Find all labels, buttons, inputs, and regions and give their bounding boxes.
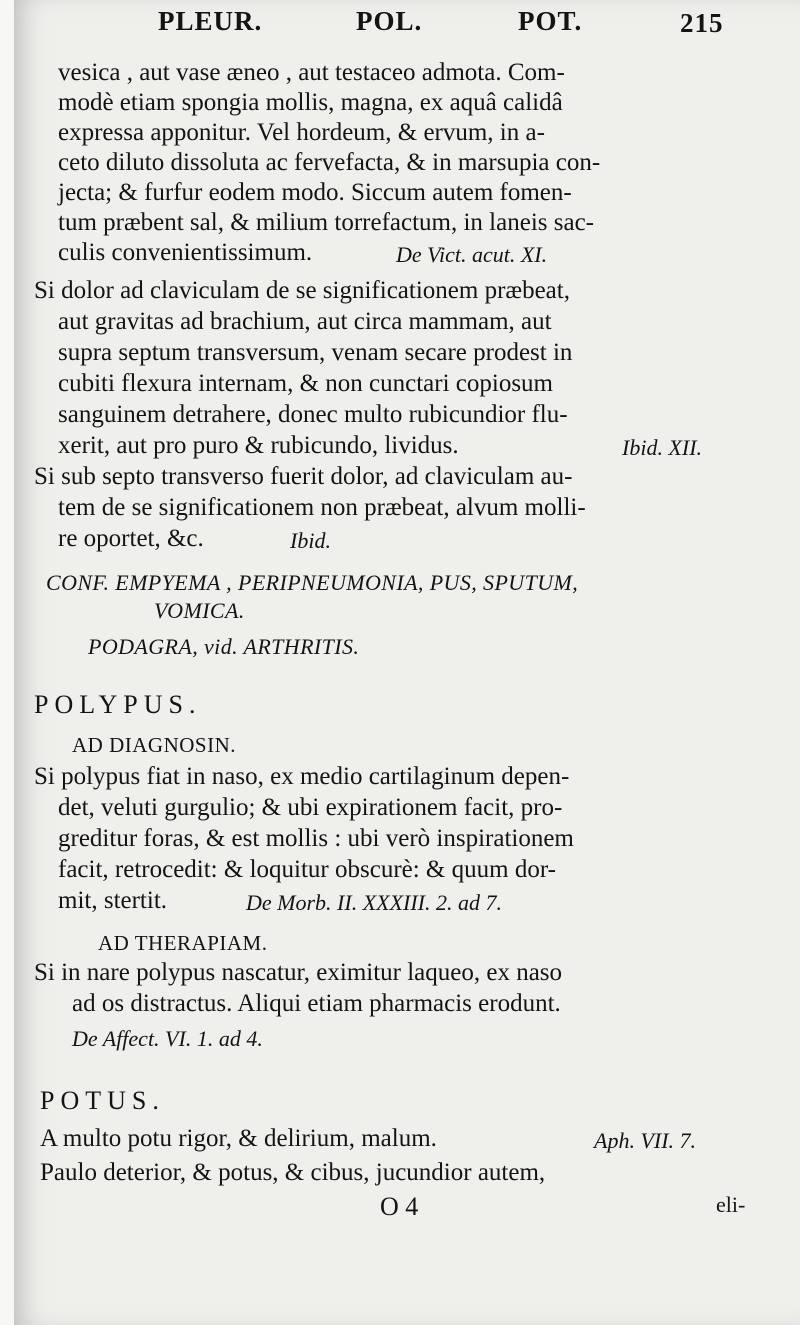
page-number: 215	[680, 8, 724, 38]
conf-line: CONF. EMPYEMA , PERIPNEUMONIA, PUS, SPUTUM,	[46, 570, 579, 595]
text-line: re oportet, &c.	[58, 525, 204, 552]
text-line: supra septum transversum, venam secare prodest in	[58, 339, 573, 366]
text-line: facit, retrocedit: & loquitur obscurè: & quum dor-	[58, 856, 556, 883]
text-line: tum præbent sal, & milium torrefactum, in laneis sac-	[58, 209, 594, 236]
reference: De Morb. II. XXXIII. 2. ad 7.	[246, 890, 502, 915]
text-line: cubiti flexura internam, & non cunctari copiosum	[58, 370, 553, 397]
reference: De Affect. VI. 1. ad 4.	[72, 1026, 263, 1051]
text-line: tem de se significationem non præbeat, alvum molli-	[58, 494, 586, 521]
catchword: eli-	[716, 1192, 746, 1217]
podagra-line: PODAGRA, vid. ARTHRITIS.	[88, 634, 360, 659]
section-heading-potus: POTUS.	[40, 1086, 165, 1115]
text-line: Si sub septo transverso fuerit dolor, ad claviculam au-	[34, 463, 573, 490]
text-line: ceto diluto dissoluta ac fervefacta, & in marsupia con-	[58, 149, 601, 176]
text-line: expressa apponitur. Vel hordeum, & ervum, in a-	[58, 119, 545, 146]
text-line: mit, stertit.	[58, 887, 168, 914]
text-line: det, veluti gurgulio; & ubi expirationem facit, pro-	[58, 794, 563, 821]
text-line: Paulo deterior, & potus, & cibus, jucundior autem,	[40, 1159, 546, 1186]
reference: Ibid.	[290, 528, 331, 553]
reference: De Vict. acut. XI.	[396, 242, 548, 267]
header-center-right: POT.	[518, 6, 583, 36]
signature-mark: O 4	[380, 1192, 419, 1221]
header-left: PLEUR.	[158, 6, 263, 36]
conf-line: VOMICA.	[154, 598, 245, 623]
header-center-left: POL.	[356, 6, 423, 36]
text-line: culis convenientissimum.	[58, 239, 313, 266]
section-heading-polypus: POLYPUS.	[34, 690, 202, 719]
text-line: modè etiam spongia mollis, magna, ex aquâ calidâ	[58, 89, 563, 116]
subheading-diagnosis: AD DIAGNOSIN.	[72, 733, 236, 757]
subheading-therapy: AD THERAPIAM.	[98, 931, 268, 955]
text-line: Si dolor ad claviculam de se significationem præbeat,	[34, 277, 570, 304]
text-line: Si in nare polypus nascatur, eximitur laqueo, ex naso	[34, 959, 563, 986]
text-line: jecta; & furfur eodem modo. Siccum autem fomen-	[58, 179, 572, 206]
text-line: xerit, aut pro puro & rubicundo, lividus.	[58, 432, 459, 459]
reference: Aph. VII. 7.	[594, 1128, 697, 1153]
text-line: vesica , aut vase æneo , aut testaceo admota. Com-	[58, 59, 565, 86]
text-line: aut gravitas ad brachium, aut circa mammam, aut	[58, 308, 552, 335]
text-line: ad os distractus. Aliqui etiam pharmacis erodunt.	[72, 990, 561, 1017]
reference: Ibid. XII.	[622, 435, 703, 460]
page-gutter	[0, 0, 14, 1325]
text-line: sanguinem detrahere, donec multo rubicundior flu-	[58, 401, 568, 428]
text-line: A multo potu rigor, & delirium, malum.	[40, 1125, 437, 1152]
text-line: greditur foras, & est mollis : ubi verò inspirationem	[58, 825, 574, 852]
text-line: Si polypus fiat in naso, ex medio cartilaginum depen-	[34, 763, 570, 790]
